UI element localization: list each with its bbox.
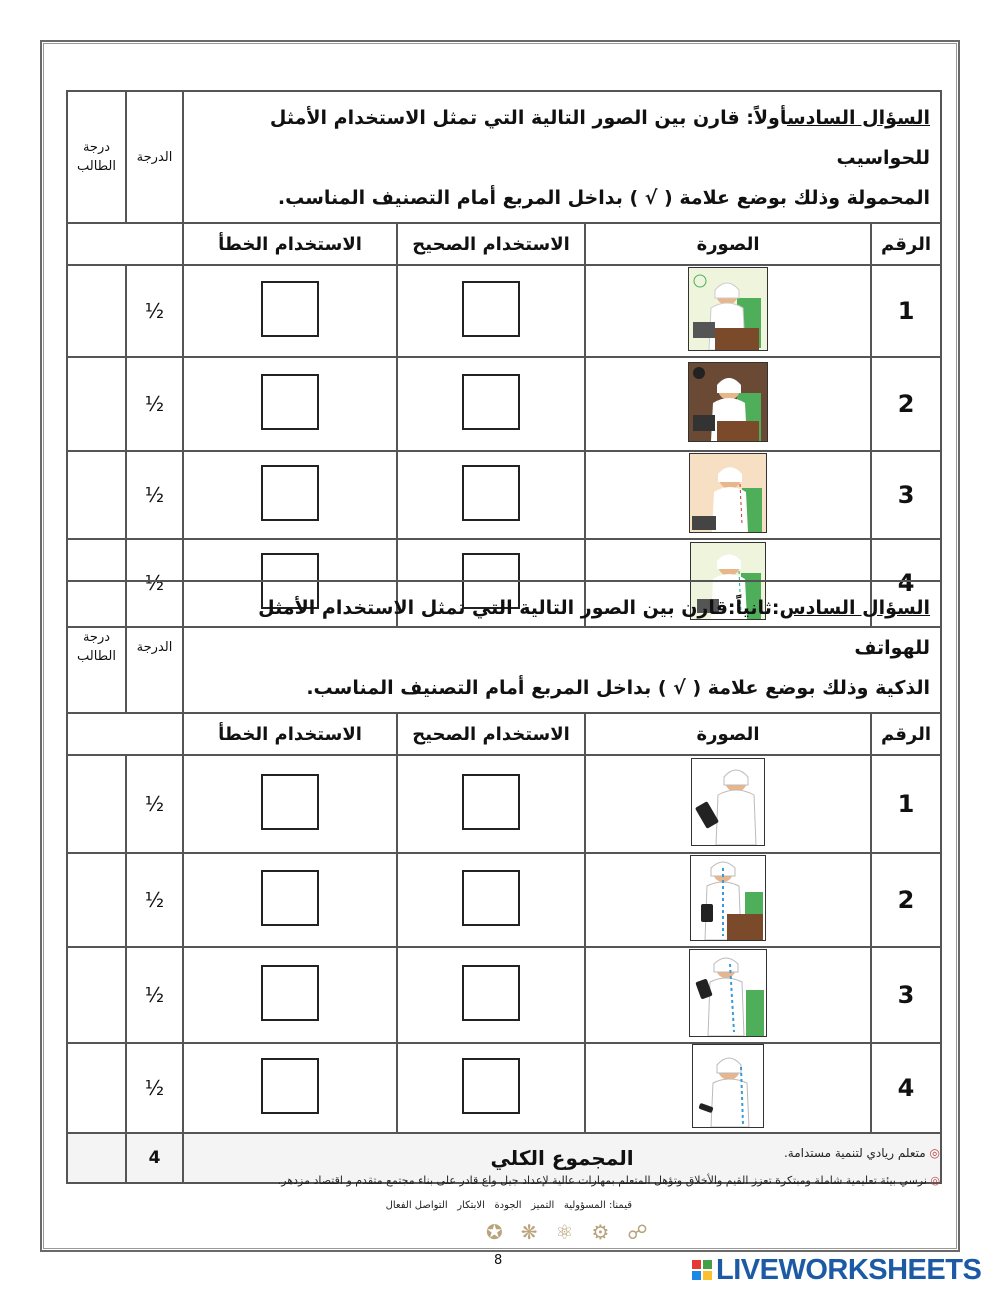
row-image (585, 853, 871, 947)
row-number: 3 (871, 451, 941, 539)
col-empty (67, 713, 183, 755)
question-1-text (183, 91, 941, 223)
row-image (585, 755, 871, 853)
wrong-checkbox[interactable] (261, 1058, 319, 1114)
row-number: 2 (871, 853, 941, 947)
values-row: قيمنا: المسؤولية التميز الجودة الابتكار التواصل الفعال (385, 1200, 632, 1211)
smartphone-user-image (690, 855, 766, 941)
wrong-checkbox[interactable] (261, 281, 319, 337)
page-number: 8 (494, 1253, 503, 1268)
row-grade: ½ (126, 947, 183, 1043)
col-correct: الاستخدام الصحيح (397, 223, 585, 265)
student-grade-cell (67, 357, 126, 451)
table-row (67, 755, 941, 853)
laptop-user-image (688, 267, 768, 351)
row-grade: ½ (126, 451, 183, 539)
row-number: 4 (871, 539, 941, 627)
row-number: 2 (871, 357, 941, 451)
laptop-user-dark-image (688, 362, 768, 442)
row-number: 3 (871, 947, 941, 1043)
handshake-icon: ☍ (627, 1220, 666, 1244)
question-rest: : قارن بين الصور التالية التي تمثل الاستخدام الأمثل للحواسيب (269, 107, 931, 169)
question-label: أولاً (753, 107, 787, 129)
student-grade-label: درجة الطالب (67, 581, 126, 713)
correct-checkbox[interactable] (462, 774, 520, 830)
col-correct: الاستخدام الصحيح (397, 713, 585, 755)
correct-checkbox[interactable] (462, 870, 520, 926)
student-grade-cell (67, 451, 126, 539)
row-grade: ½ (126, 1043, 183, 1133)
row-number: 1 (871, 755, 941, 853)
row-number: 4 (871, 1043, 941, 1133)
row-grade: ½ (126, 755, 183, 853)
values-icons (486, 1220, 666, 1244)
row-image (585, 947, 871, 1043)
col-wrong: الاستخدام الخطأ (183, 713, 397, 755)
smartphone-user-image (692, 1044, 764, 1128)
student-total-cell (67, 1133, 126, 1183)
total-label: المجموع الكلي (183, 1133, 941, 1183)
correct-cell (397, 853, 585, 947)
correct-checkbox[interactable] (462, 465, 520, 521)
smartphone-user-image (691, 758, 765, 846)
wrong-checkbox[interactable] (261, 374, 319, 430)
row-number: 1 (871, 265, 941, 357)
target-icon: ◎ (930, 1174, 940, 1187)
table-row (67, 947, 941, 1043)
network-icon: ❋ (520, 1220, 556, 1244)
laptop-question-table (66, 90, 942, 628)
question-2-text: السؤال السادس:ثانياً:قارن بين الصور التالية التي تمثل الاستخدام الأمثل للهواتف الذكية وذلك بوضع علامة ( √ ) بداخل المربع أمام التصنيف المناسب. (183, 581, 941, 713)
col-empty (67, 223, 183, 265)
wrong-checkbox[interactable] (261, 870, 319, 926)
liveworksheets-logo-icon (692, 1260, 712, 1280)
row-grade: ½ (126, 539, 183, 627)
correct-checkbox[interactable] (462, 374, 520, 430)
grade-label: الدرجة (126, 581, 183, 713)
wrong-checkbox[interactable] (261, 965, 319, 1021)
table-row (67, 265, 941, 357)
medal-icon: ✪ (486, 1220, 521, 1244)
row-grade: ½ (126, 853, 183, 947)
col-wrong: الاستخدام الخطأ (183, 223, 397, 265)
wrong-cell (183, 1043, 397, 1133)
row-image (585, 265, 871, 357)
row-grade: ½ (126, 265, 183, 357)
atom-icon: ⚛ (555, 1220, 592, 1244)
correct-checkbox[interactable] (462, 1058, 520, 1114)
correct-cell (397, 357, 585, 451)
student-grade-cell (67, 1043, 126, 1133)
wrong-checkbox[interactable] (261, 465, 319, 521)
wrong-cell (183, 265, 397, 357)
col-image: الصورة (585, 223, 871, 265)
correct-cell (397, 265, 585, 357)
mission-text: ◎ نرسي بيئة تعليمية شاملة ومبتكرة تعزز القيم والأخلاق وتؤهل المتعلم بمهارات عالية لإعداد جيل واع قادر على بناء مجتمع متقدم و اقتصاد مزدهر. (277, 1174, 940, 1187)
wrong-cell (183, 853, 397, 947)
table-row (67, 451, 941, 539)
liveworksheets-logo: LIVEWORKSHEETS (716, 1254, 982, 1286)
total-value: 4 (126, 1133, 183, 1183)
table-row (67, 853, 941, 947)
wrong-cell (183, 947, 397, 1043)
col-number: الرقم (871, 223, 941, 265)
wrong-cell (183, 755, 397, 853)
col-image: الصورة (585, 713, 871, 755)
student-grade-cell (67, 947, 126, 1043)
smartphone-question-table (66, 580, 942, 1184)
correct-cell (397, 755, 585, 853)
student-grade-cell (67, 265, 126, 357)
row-image (585, 1043, 871, 1133)
grade-label: الدرجة (126, 91, 183, 223)
correct-checkbox[interactable] (462, 965, 520, 1021)
row-image (585, 357, 871, 451)
table-row (67, 357, 941, 451)
row-grade: ½ (126, 357, 183, 451)
student-grade-label: درجة الطالب (67, 91, 126, 223)
wrong-cell (183, 451, 397, 539)
question-line2: الذكية وذلك بوضع علامة ( √ ) بداخل المربع أمام التصنيف المناسب. (306, 677, 931, 699)
question-head: السؤال السادس (779, 597, 931, 619)
question-line2: المحمولة وذلك بوضع علامة ( √ ) بداخل المربع أمام التصنيف المناسب. (277, 187, 931, 209)
correct-checkbox[interactable] (462, 281, 520, 337)
target-icon: ◎ (929, 1146, 940, 1160)
correct-cell (397, 451, 585, 539)
question-label: ثانياً (735, 597, 772, 619)
table-row (67, 1043, 941, 1133)
wrong-checkbox[interactable] (261, 774, 319, 830)
correct-cell (397, 1043, 585, 1133)
smartphone-user-image (689, 949, 767, 1037)
vision-text: ◎ متعلم ريادي لتنمية مستدامة. (783, 1146, 940, 1160)
gear-icon: ⚙ (591, 1220, 628, 1244)
question-head: السؤال السادس (786, 107, 931, 129)
laptop-user-image (689, 453, 767, 533)
question-rest: :قارن بين الصور التالية التي تمثل الاستخدام الأمثل للهواتف (258, 597, 931, 659)
wrong-cell (183, 357, 397, 451)
student-grade-cell (67, 755, 126, 853)
col-number: الرقم (871, 713, 941, 755)
correct-cell (397, 947, 585, 1043)
student-grade-cell (67, 853, 126, 947)
row-image (585, 451, 871, 539)
